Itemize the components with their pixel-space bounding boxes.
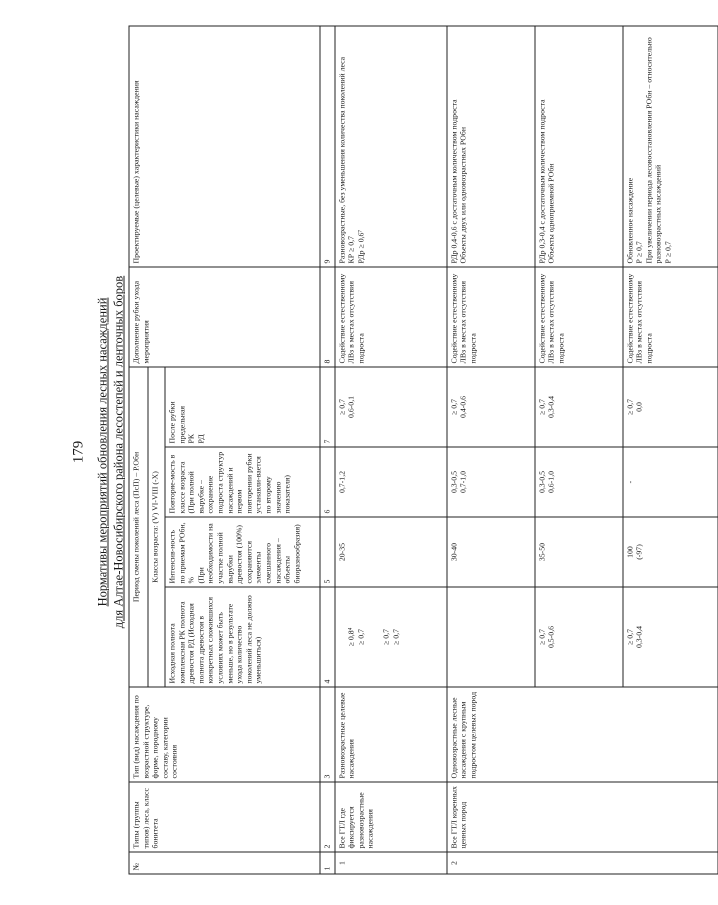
row-number: 2 — [447, 852, 718, 874]
target-characteristics-cell: Разновозрастные, без уменьшения количества поколений леса КР ≥ 0,7 РДр ≥ 0,6⁷ — [335, 26, 447, 267]
intensity-cell: 30-40 — [447, 517, 535, 587]
header-target-characteristics: Проектируемые (целевые) характеристики насаждения — [129, 26, 320, 267]
column-number: 7 — [320, 367, 335, 447]
header-intensity: Интенсив-ность по приемам РОбн, % (При необходимости на участке полной вырубки древостоя (100%) сохраняются элементы смешанного насаждения – объекты биоразнообразия) — [165, 517, 320, 587]
after-cutting-cell: ≥ 0,7 0,4-0,6 — [447, 367, 535, 447]
initial-density-extra: ≥ 0,7 ≥ 0,7 — [381, 629, 401, 645]
repeatability-cell: 0,3-0,5 0,7-1,0 — [447, 447, 535, 517]
table-row — [447, 26, 535, 874]
repeatability-cell: - — [623, 447, 718, 517]
forest-type-cell: Все ГТЛ коренных ценных пород — [447, 782, 718, 852]
column-number: 9 — [320, 26, 335, 267]
additional-measures-cell: Содействие естественному ЛВз в местах отсутствия подроста — [335, 267, 447, 367]
header-row-top — [129, 26, 148, 874]
header-repeatability: Повторяе-мость в классе возраста (При полной вырубке – сохранение подроста структур насаждений и первом повторении рубки устанавли-вается по второму значению показателя) — [165, 447, 320, 517]
column-number: 8 — [320, 267, 335, 367]
row-number: 1 — [335, 852, 447, 874]
stand-kind-cell: Одновозрастные лесные насаждения с крупным подростом целевых пород — [447, 687, 718, 782]
title-line-1: Нормативы мероприятий обновления лесных насаждений — [95, 297, 110, 607]
header-additional-measures: Дополнение рубки ухода мероприятия — [129, 267, 320, 367]
after-cutting-cell: ≥ 0,7 0,0 — [623, 367, 718, 447]
rotated-page — [11, 10, 673, 895]
header-after-cutting: После рубки предельная РК РД — [165, 367, 320, 447]
initial-density-cell — [447, 587, 535, 687]
title-line-2: для Алтае-Новосибирского района лесостепей и ленточных боров — [111, 275, 126, 629]
header-forest-type: Типы (группы типов) леса, класс бонитета — [129, 782, 320, 852]
initial-density-cell: ≥ 0,7 0,3-0,4 — [623, 587, 718, 687]
intensity-cell: 100 (-97) — [623, 517, 718, 587]
page-number: 179 — [70, 440, 87, 464]
table-row — [335, 26, 447, 874]
target-characteristics-cell: Обновленное насаждение Р ≥ 0,7 При увеличении периода лесовосстановления РОбн – относительно разновозрастных насаждений Р ≥ 0,7 — [623, 26, 718, 267]
header-number: № — [129, 852, 320, 874]
stand-kind-cell: Разновозрастные целевые насаждения — [335, 687, 447, 782]
intensity-cell: 35-50 — [535, 517, 623, 587]
additional-measures-cell: Содействие естественному ЛВз в местах отсутствия подроста — [535, 267, 623, 367]
header-age-classes: Классы возраста: (V) VI-VIII (-X) — [148, 367, 165, 687]
initial-density-cell — [335, 587, 447, 687]
column-numbers-row — [320, 26, 335, 874]
norms-table — [129, 25, 718, 874]
column-number: 2 — [320, 782, 335, 852]
repeatability-cell: 0,7-1,2 — [335, 447, 447, 517]
after-cutting-cell: ≥ 0,7 0,3-0,4 — [535, 367, 623, 447]
column-number: 5 — [320, 517, 335, 587]
initial-density-value: ≥ 0,8⁴ ≥ 0,7 — [346, 627, 366, 647]
after-cutting-cell: ≥ 0,7 0,6-0,1 — [335, 367, 447, 447]
header-period-group: Период смены поколений леса (ПсП) – Р.Обн — [129, 367, 148, 687]
target-characteristics-cell: РДр 0,3-0,4 с достаточным количеством подроста Объекты одноприемной РОбн — [535, 26, 623, 267]
repeatability-cell: 0,3-0,5 0,6-1,0 — [535, 447, 623, 517]
column-number: 3 — [320, 687, 335, 782]
initial-density-cell: ≥ 0,7 0,5-0,6 — [535, 587, 623, 687]
intensity-cell: 20-35 — [335, 517, 447, 587]
additional-measures-cell: Содействие естественному ЛВз в местах отсутствия подроста — [623, 267, 718, 367]
header-stand-kind: Тип (вид) насаждения по возрастной структуре, форме, породному составу, категории состояния — [129, 687, 320, 782]
column-number: 4 — [320, 587, 335, 687]
target-characteristics-cell: РДр 0,4-0,6 с достаточным количеством подроста Объекты двух или одновозрастных РОбн — [447, 26, 535, 267]
header-initial-density: Исходная полнота комплексная РК полнота древостоя РД (Исходная полнота древостоя в конкретных сложившихся условиях может быть меньше, но в результате ухода количество поколений леса не должно уменьшиться) — [165, 587, 320, 687]
page-title — [95, 10, 127, 895]
column-number: 1 — [320, 852, 335, 874]
forest-type-cell: Все ГТЛ где фиксируется разновозрастные насаждения — [335, 782, 447, 852]
column-number: 6 — [320, 447, 335, 517]
additional-measures-cell: Содействие естественному ЛВз в местах отсутствия подроста — [447, 267, 535, 367]
